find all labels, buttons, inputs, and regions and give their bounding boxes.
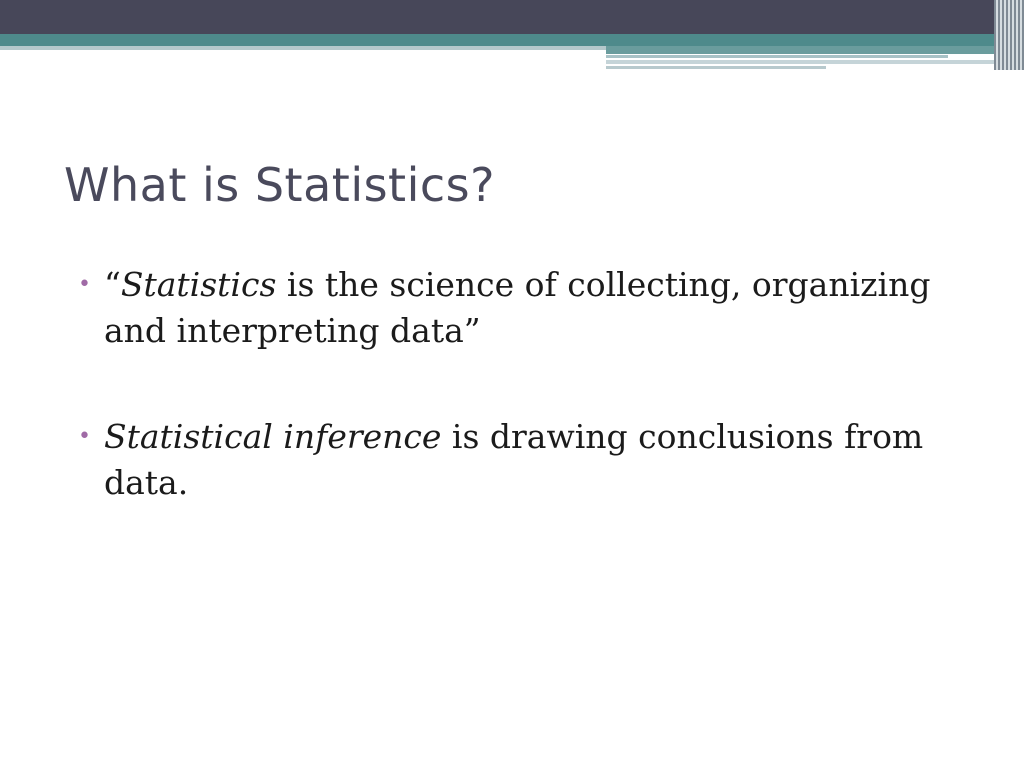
bullet-text: is drawing conclusions from data. (104, 417, 924, 502)
bullet-term: Statistics (120, 265, 277, 304)
corner-stripes-decoration (994, 0, 1024, 70)
bullet-item-statistics-definition (78, 262, 978, 354)
bullet-item-inference-definition (78, 414, 978, 506)
slide-title: What is Statistics? (64, 158, 496, 212)
header-teal-bar (0, 34, 1024, 46)
header-teal-accent (606, 46, 1024, 54)
header-accent-line-1 (606, 55, 948, 58)
bullet-marker: • (78, 424, 91, 449)
header-light-strip (0, 46, 606, 50)
header-accent-line-3 (606, 66, 826, 69)
header-accent-line-2 (606, 60, 1004, 64)
open-quote: “ (104, 265, 121, 304)
header-dark-bar (0, 0, 1024, 34)
bullet-text: is the science of collecting, organizing and interpreting data” (104, 265, 931, 350)
bullet-marker: • (78, 272, 91, 297)
bullet-term: Statistical inference (104, 417, 442, 456)
bullet-list (78, 262, 978, 566)
